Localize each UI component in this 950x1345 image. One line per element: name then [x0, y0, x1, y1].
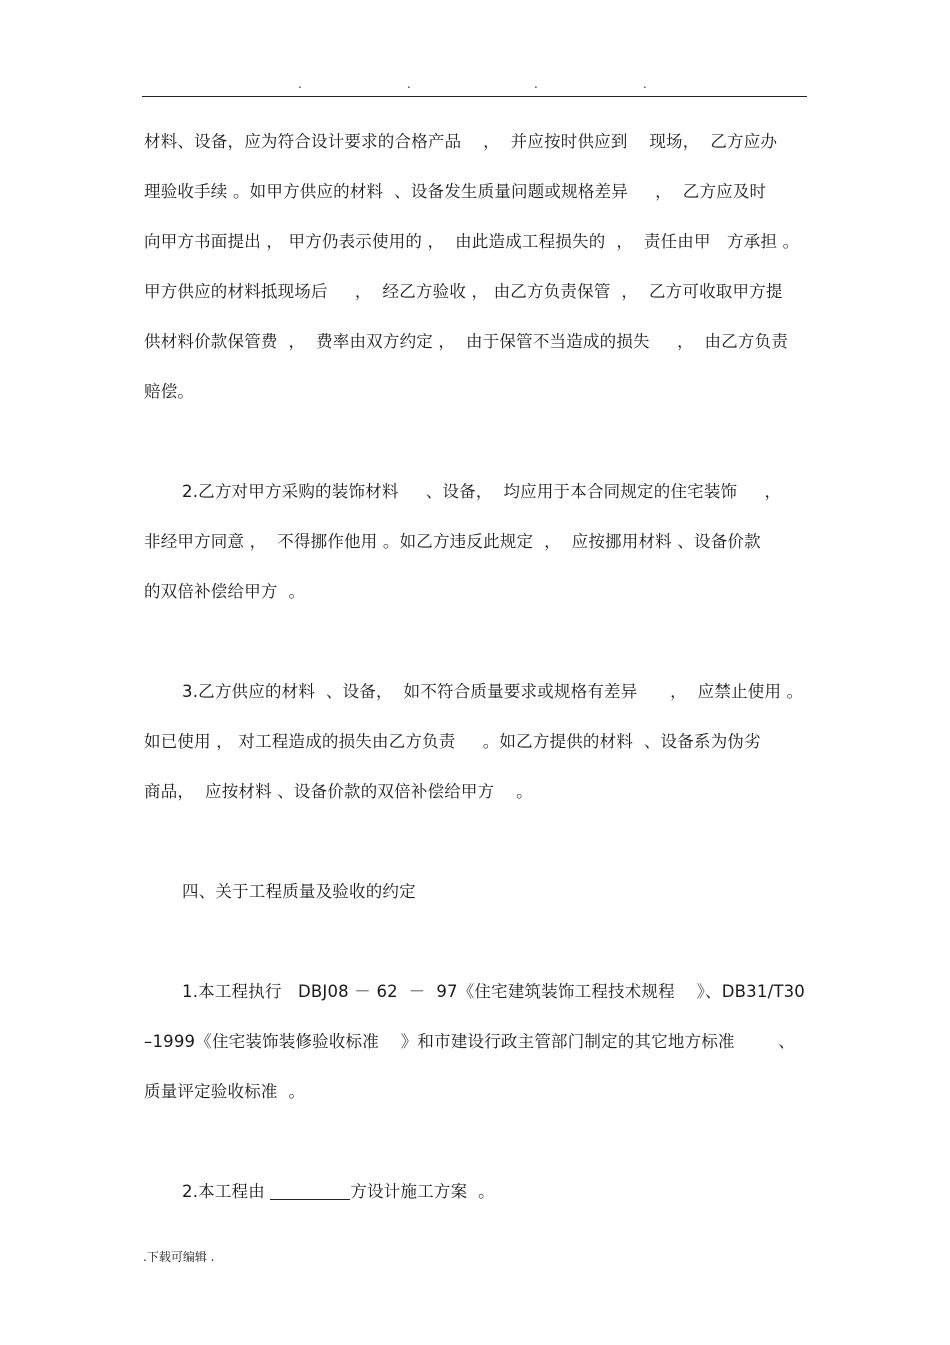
header-rule: [142, 96, 807, 97]
quality-clause-1-line: 质量评定验收标准 。: [144, 1082, 306, 1101]
header-dot: .: [643, 77, 647, 91]
body-line: 理验收手续 。如甲方供应的材料 、设备发生质量问题或规格差异 ， 乙方应及时: [144, 182, 767, 201]
clause-text: 方设计施工方案 。: [350, 1182, 495, 1201]
clause-item-2-line: 2.乙方对甲方采购的装饰材料 、设备， 均应用于本合同规定的住宅装饰 ，: [182, 482, 782, 501]
clause-item-2-line: 的双倍补偿给甲方 。: [144, 582, 306, 601]
clause-item-3-line: 3.乙方供应的材料 、设备， 如不符合质量要求或规格有差异 ， 应禁止使用 。: [182, 682, 804, 701]
quality-clause-2: [182, 1182, 495, 1202]
page-footer: .下载可编辑 .: [143, 1250, 215, 1264]
body-line: 甲方供应的材料抵现场后 ， 经乙方验收 ， 由乙方负责保管 ， 乙方可收取甲方提: [144, 282, 783, 301]
quality-clause-1-line: –1999《住宅装饰装修验收标准 》和市建设行政主管部门制定的其它地方标准 、: [144, 1032, 795, 1051]
clause-item-2-line: 非经甲方同意 ， 不得挪作他用 。如乙方违反此规定 ， 应按挪用材料 、设备价款: [144, 532, 761, 551]
body-line: 材料、设备，应为符合设计要求的合格产品 ， 并应按时供应到 现场， 乙方应办: [144, 132, 778, 151]
fill-in-blank[interactable]: [270, 1182, 350, 1200]
quality-clause-1-line: 1.本工程执行 DBJ08 － 62 － 97《住宅建筑装饰工程技术规程 》、DB31/T30: [182, 982, 806, 1001]
body-line: 向甲方书面提出 ， 甲方仍表示使用的 ， 由此造成工程损失的 ， 责任由甲 方承担 。: [144, 232, 800, 251]
header-dot: .: [407, 77, 411, 91]
clause-text: 2.本工程由: [182, 1182, 271, 1201]
header-dot: .: [298, 77, 302, 91]
body-line: 赔偿。: [144, 382, 195, 401]
clause-item-3-line: 商品， 应按材料 、设备价款的双倍补偿给甲方 。: [144, 782, 533, 801]
clause-item-3-line: 如已使用 ， 对工程造成的损失由乙方负责 。如乙方提供的材料 、设备系为伪劣: [144, 732, 761, 751]
page-header-dots: [0, 78, 950, 92]
body-line: 供材料价款保管费 ， 费率由双方约定 ， 由于保管不当造成的损失 ， 由乙方负责: [144, 332, 789, 351]
header-dot: .: [534, 77, 538, 91]
section-heading: 四、关于工程质量及验收的约定: [182, 882, 416, 901]
